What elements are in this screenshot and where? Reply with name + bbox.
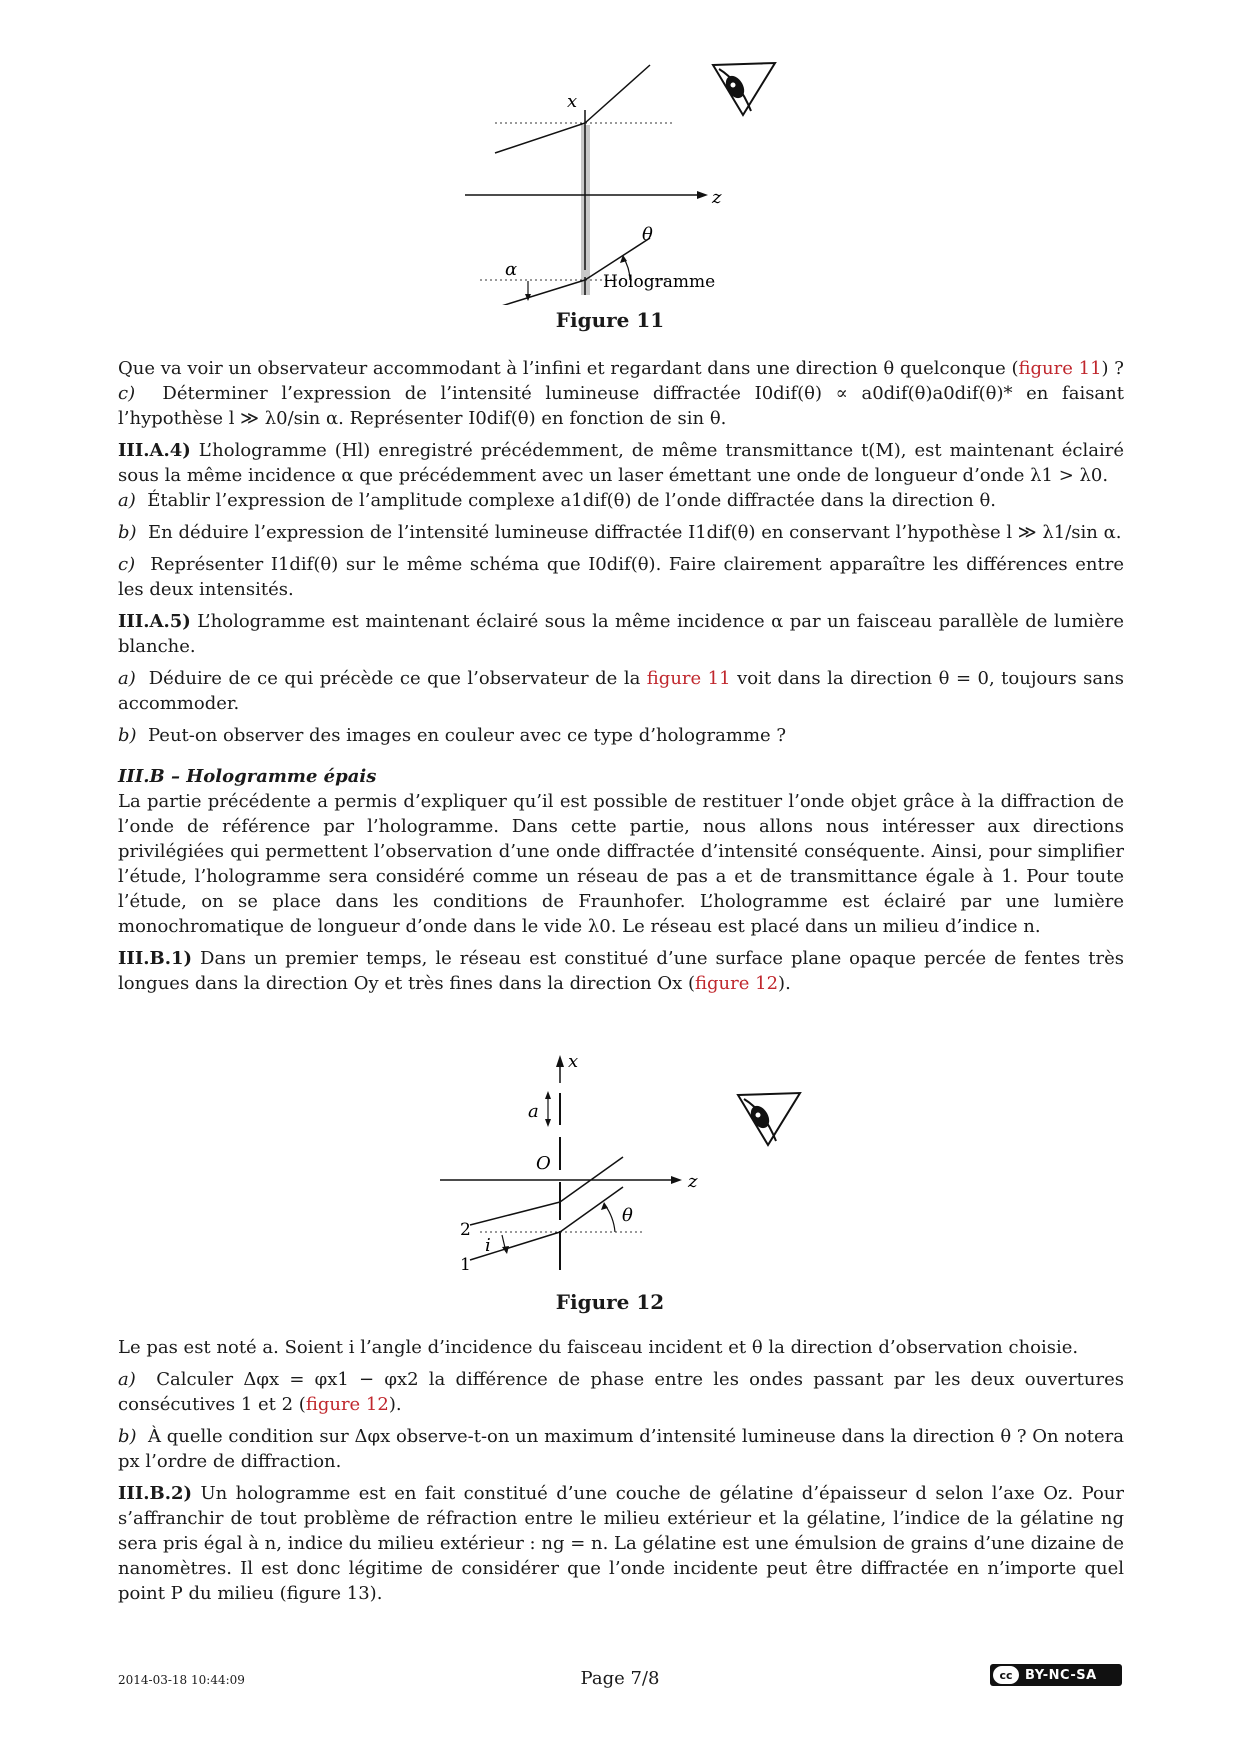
text-block-2: [118, 1335, 1124, 1606]
figure-11-link-2[interactable]: figure 11: [646, 668, 731, 689]
license-badge[interactable]: [990, 1664, 1122, 1686]
q-observer: Que va voir un observateur accommodant à l’infini et regardant dans une direction θ quelconque (figure 11) ?: [118, 358, 1124, 379]
fig11-label-hologram: Hologramme: [603, 272, 716, 292]
question-a-observer: a) Déduire de ce qui précède ce que l’observateur de la figure 11 voit dans la direction θ = 0, toujours sans accommoder.: [118, 668, 1124, 714]
x-axis-arrow: [556, 1055, 564, 1067]
section-III-A-4: III.A.4) L’hologramme (Hl) enregistré précédemment, de même transmittance t(M), est maintenant éclairé sous la même incidence α que précédemment avec un laser émettant une onde de longueur d’onde λ1 > λ0.: [118, 440, 1124, 486]
section-III-B-title: III.B – Hologramme épais: [118, 766, 377, 787]
figure-12: [440, 1045, 720, 1285]
fig12-label-a: a: [528, 1101, 539, 1122]
figure-12-diagram: [440, 1045, 720, 1285]
ray-1-incident: [470, 1232, 560, 1260]
question-b-intensity: b) En déduire l’expression de l’intensité lumineuse diffractée I1dif(θ) en conservant l’hypothèse l ≫ λ1/sin α.: [118, 522, 1122, 543]
fig12-label-1: 1: [460, 1255, 471, 1275]
incident-ray-bottom: [495, 280, 585, 305]
fig11-label-theta: θ: [642, 224, 653, 245]
question-b-maximum: b) À quelle condition sur Δφx observe-t-on un maximum d’intensité lumineuse dans la direction θ ? On notera px l’ordre de diffraction.: [118, 1426, 1124, 1472]
eye-icon: [705, 55, 780, 120]
fig12-label-O: O: [536, 1153, 551, 1174]
fig12-label-x: x: [568, 1051, 579, 1072]
figure-11-caption: Figure 11: [555, 308, 665, 332]
theta-arc: [605, 1205, 615, 1232]
fig11-label-alpha: α: [505, 259, 518, 280]
section-III-B-1: III.B.1) Dans un premier temps, le réseau est constitué d’une surface plane opaque percée de fentes très longues dans la direction Oy et très fines dans la direction Ox (figure 12).: [118, 948, 1124, 994]
section-III-B-2: III.B.2) Un hologramme est en fait constitué d’une couche de gélatine d’épaisseur d selon l’axe Oz. Pour s’affranchir de tout problème de réfraction entre le milieu extérieur et la gélatine, l’indice de la gélatine ng sera pris égal à n, indice du milieu extérieur : ng = n. La gélatine est une émulsion de grains d’une dizaine de nanomètres. Il est donc légitime de considérer que l’onde incidente peut être diffractée en n’importe quel point P du milieu (figure 13).: [118, 1483, 1124, 1604]
figure-12-link-2[interactable]: figure 12: [305, 1394, 389, 1415]
question-a-phase: a) Calculer Δφx = φx1 − φx2 la différence de phase entre les ondes passant par les deux ouvertures consécutives 1 et 2 (figure 12).: [118, 1369, 1124, 1415]
section-III-B-intro: La partie précédente a permis d’expliquer qu’il est possible de restituer l’onde objet grâce à la diffraction de l’onde de référence par l’hologramme. Dans cette partie, nous allons nous intéresser aux directions privilégiées qui permettent l’observation d’une onde diffractée d’intensité conséquente. Ainsi, pour simplifier l’étude, l’hologramme sera considéré comme un réseau de pas a et de transmittance égale à 1. Pour toute l’étude, on se place dans les conditions de Fraunhofer. L’hologramme est éclairé par une lumière monochromatique de longueur d’onde dans le vide λ0. Le réseau est placé dans un milieu d’indice n.: [118, 791, 1124, 937]
figure-12-link[interactable]: figure 12: [695, 973, 779, 994]
section-III-A-5: III.A.5) L’hologramme est maintenant éclairé sous la même incidence α par un faisceau parallèle de lumière blanche.: [118, 611, 1124, 657]
eye-icon-2: [730, 1085, 805, 1150]
figure-11-link[interactable]: figure 11: [1018, 358, 1102, 379]
z-axis-arrow: [671, 1176, 682, 1184]
text-block-1: [118, 356, 1124, 996]
fig12-label-i: i: [485, 1235, 491, 1256]
fig11-label-z: z: [712, 187, 722, 208]
question-a-amplitude: a) Établir l’expression de l’amplitude complexe a1dif(θ) de l’onde diffractée dans la direction θ.: [118, 490, 997, 511]
pas-statement: Le pas est noté a. Soient i l’angle d’incidence du faisceau incident et θ la direction d’observation choisie.: [118, 1337, 1079, 1358]
figure-12-caption: Figure 12: [555, 1290, 665, 1314]
incident-ray-top: [495, 123, 585, 153]
z-axis-arrow: [697, 191, 708, 199]
license-text: BY-NC-SA: [1025, 1667, 1097, 1683]
cc-icon: cc: [993, 1666, 1019, 1684]
footer-page-number: Page 7/8: [580, 1668, 660, 1689]
diffracted-ray-top: [585, 65, 650, 123]
question-c-intensity: c) Déterminer l’expression de l’intensité lumineuse diffractée I0dif(θ) ∝ a0dif(θ)a0dif(θ)* en faisant l’hypothèse l ≫ λ0/sin α. Représenter I0dif(θ) en fonction de sin θ.: [118, 383, 1124, 429]
footer-timestamp: 2014-03-18 10:44:09: [118, 1673, 245, 1687]
question-c-represent: c) Représenter I1dif(θ) sur le même schéma que I0dif(θ). Faire clairement apparaître les différences entre les deux intensités.: [118, 554, 1124, 600]
fig12-label-z: z: [688, 1171, 698, 1192]
question-b-colour: b) Peut-on observer des images en couleur avec ce type d’hologramme ?: [118, 725, 787, 746]
fig12-label-2: 2: [460, 1220, 471, 1240]
fig12-label-theta: θ: [622, 1205, 633, 1226]
fig11-label-x: x: [567, 91, 578, 112]
ray-2-incident: [470, 1202, 560, 1225]
